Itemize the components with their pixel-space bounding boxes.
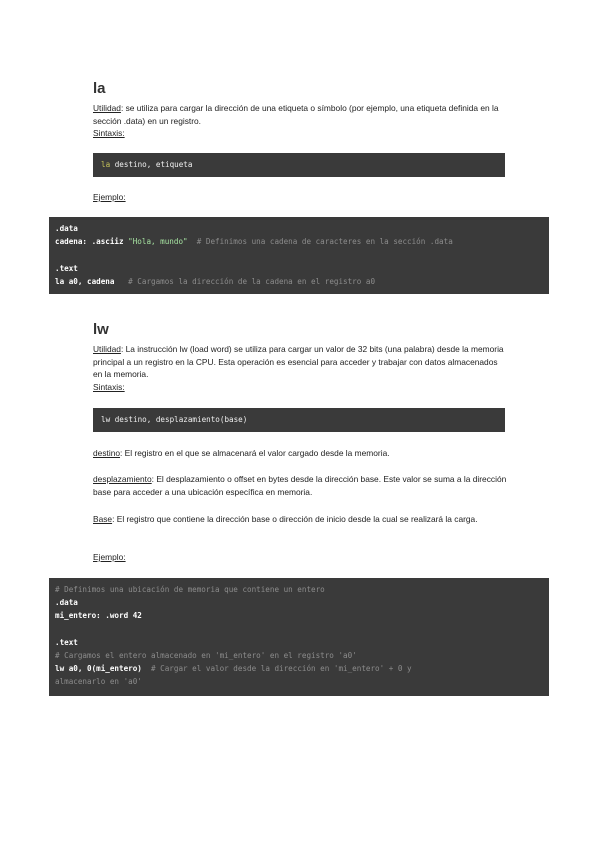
lw-ejemplo-label: Ejemplo: xyxy=(93,552,126,562)
la-syntax-box xyxy=(93,153,505,177)
code-line: mi_entero: .word 42 xyxy=(55,611,142,621)
utilidad-text: : se utiliza para cargar la dirección de una etiqueta o símbolo (por ejemplo, una etiqueta definida en la sección .data) en un registro. xyxy=(93,103,499,126)
la-utilidad xyxy=(93,102,508,127)
lw-example-code xyxy=(49,578,549,696)
code-line: .data xyxy=(55,598,78,608)
section-title-lw: lw xyxy=(93,321,109,338)
lw-utilidad xyxy=(93,343,508,381)
code-line: cadena: .asciiz "Hola, mundo" # Definimos una cadena de caracteres en la sección .data xyxy=(55,237,453,247)
code-line: .text xyxy=(55,263,78,273)
code-line: almacenarlo en 'a0' xyxy=(55,677,142,687)
code-line: la a0, cadena # Cargamos la dirección de la cadena en el registro a0 xyxy=(55,276,376,286)
syntax-keyword: la xyxy=(101,160,111,169)
utilidad-label: Utilidad xyxy=(93,103,121,113)
utilidad-text: : La instrucción lw (load word) se utiliza para cargar un valor de 32 bits (una palabra) desde la memoria principal a un registro en la CPU. Esta operación es esencial para acceder y trabajar con datos almacenados en la memoria. xyxy=(93,344,504,380)
lw-desplazamiento: desplazamiento: El desplazamiento o offset en bytes desde la dirección base. Este valor se suma a la dirección base para acceder a una ubicación específica en memoria. xyxy=(93,474,507,497)
lw-destino: destino: El registro en el que se almacenará el valor cargado desde la memoria. xyxy=(93,448,390,458)
section-title-la: la xyxy=(93,80,106,97)
la-sintaxis-label: Sintaxis: xyxy=(93,128,125,138)
code-line: lw a0, 0(mi_entero) # Cargar el valor desde la dirección en 'mi_entero' + 0 y xyxy=(55,664,412,674)
la-ejemplo-label: Ejemplo: xyxy=(93,192,126,202)
code-line: .data xyxy=(55,224,78,233)
lw-syntax-box: lw destino, desplazamiento(base) xyxy=(93,408,505,432)
lw-sintaxis-label: Sintaxis: xyxy=(93,382,125,392)
code-line: # Cargamos el entero almacenado en 'mi_entero' en el registro 'a0' xyxy=(55,651,357,661)
utilidad-label: Utilidad xyxy=(93,344,121,354)
code-line: .text xyxy=(55,637,78,647)
la-example-code xyxy=(49,217,549,294)
code-line: # Definimos una ubicación de memoria que contiene un entero xyxy=(55,585,325,594)
syntax-rest: destino, etiqueta xyxy=(110,160,193,169)
lw-base: Base: El registro que contiene la dirección base o dirección de inicio desde la cual se realizará la carga. xyxy=(93,514,478,524)
